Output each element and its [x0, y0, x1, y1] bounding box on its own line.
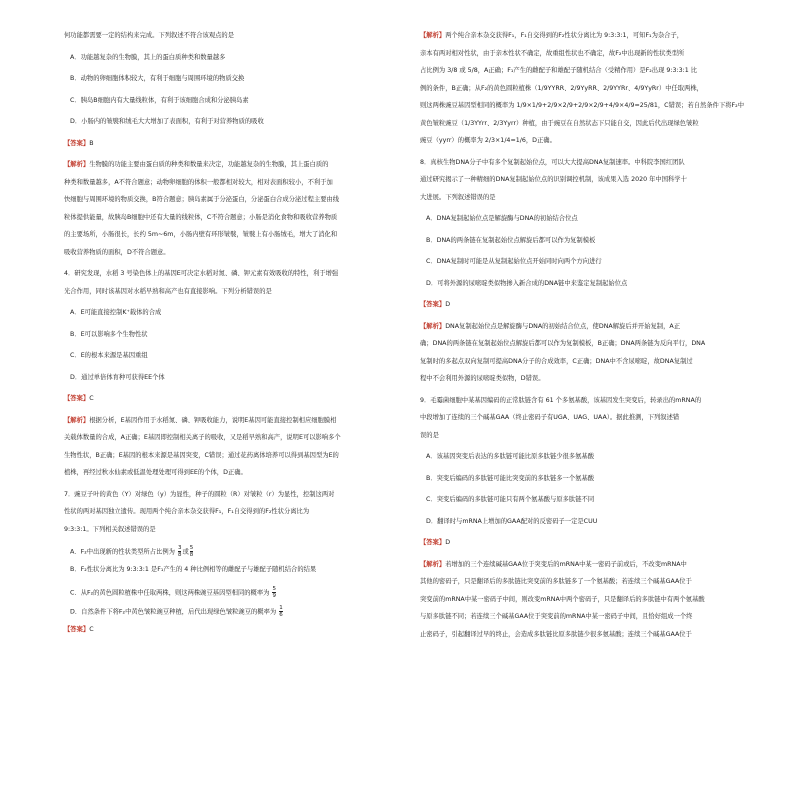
left-column	[64, 30, 404, 636]
answer-tag: 【答案】	[420, 301, 446, 308]
q4-expl-text: 根据分析，E基因作用于水稻氮、磷、钾吸收能力，说明E基因可能直接控制相应细胞膜相	[89, 416, 337, 424]
explanation-tag: 【解析】	[420, 322, 446, 330]
q3-option-d: D．小肠内的皱襞和绒毛大大增加了表面积，有利于对营养物质的吸收	[70, 118, 264, 125]
q4-answer-value: C	[89, 395, 94, 402]
fraction: $\frac{3}{8}$	[177, 545, 182, 558]
or-text: 或	[182, 548, 189, 556]
q3-option-b: B．动物的卵细胞体积较大，有利于细胞与周围环境的物质交换	[70, 75, 245, 82]
q9-explanation-line: 止密码子，引起翻译过早的终止，会造成多肽链比原多肽链少很多氨基酸；连续三个碱基GAA位于	[420, 630, 692, 638]
q4-explanation-line: 关载体数量的合成，A正确；E基因即控制相关离子的吸收，又是稻早熟和高产，说明E可以影响多个	[64, 434, 341, 441]
q3-explanation-line: 粒体提供能量，故胰岛B细胞中还有大量的线粒体，C不符合题意；小肠是消化食物和吸收营养物质	[64, 213, 338, 221]
q9-option-d: D．翻译时与mRNA上增加的GAA配对的反密码子一定是CUU	[426, 517, 598, 525]
question-8-stem: 8．真核生物DNA分子中有多个复制起始位点，可以大大提高DNA复制速率。中科院李国红团队	[420, 158, 685, 166]
q9-explanation-line	[420, 559, 760, 572]
q7-expl-text: 两个纯合亲本杂交获得F₁，F₁自交得到的F₂性状分离比为 9:3:3:1，可知F₁为杂合子，	[445, 32, 684, 39]
question-4-stem: 光合作用，同时该基因对水稻早熟和高产也有直接影响。下列分析错误的是	[64, 287, 272, 295]
q3-expl-text: 生物膜的功能主要由蛋白质的种类和数量来决定，功能越复杂的生物膜，其上蛋白质的	[89, 161, 329, 168]
q9-answer	[420, 537, 760, 550]
q7-explanation-line: 占比例为 3/8 或 5/8，A正确；F₁产生的雌配子和雄配子随机结合（受精作用）是F₂出现 9:3:3:1 比	[420, 67, 698, 74]
q7-option-a	[64, 545, 404, 559]
q9-option-b: B．突变后编码的多肽链可能比突变前的多肽链多一个氨基酸	[426, 474, 595, 482]
answer-tag: 【答案】	[420, 539, 446, 546]
q4-option-a: A．E可能直接控制K⁺载体的合成	[70, 309, 162, 316]
q9-explanation-line: 与原多肽链不同；若连续三个碱基GAA位于突变前的mRNA中某一密码子中间，且恰好组成一个终	[420, 613, 693, 620]
q8-option-d: D．可将外源的尿嘧啶类似物掺入新合成的DNA链中来鉴定复制起始位点	[426, 279, 628, 287]
q4-answer	[64, 393, 404, 406]
q3-option-a: A．功能越复杂的生物膜，其上的蛋白质种类和数量越多	[70, 53, 226, 61]
answer-tag: 【答案】	[64, 395, 90, 402]
question-9-stem: 中段增加了连续的三个碱基GAA（终止密码子有UGA、UAG、UAA）。据此推测，下列叙述错	[420, 414, 680, 421]
explanation-tag: 【解析】	[420, 32, 446, 39]
q8-option-c: C．DNA复制时可能是从复制起始位点开始同时向两个方向进行	[426, 258, 602, 265]
q7-option-c-text: C．从F₂的黄色圆粒植株中任取两株，则这两株豌豆基因型相同的概率为	[70, 589, 270, 596]
question-7-stem: 7．豌豆子叶的黄色（Y）对绿色（y）为显性，种子的圆粒（R）对皱粒（r）为显性，控制这两对	[64, 490, 335, 498]
q8-answer-value: D	[445, 301, 451, 308]
answer-tag: 【答案】	[64, 139, 90, 147]
q8-explanation-line	[420, 321, 760, 334]
question-4-stem: 4．研究发现，水稻 3 号染色体上的基因E可决定水稻对氮、磷、钾元素有效吸收的特性，利于增强	[64, 270, 339, 277]
q3-answer	[64, 138, 404, 151]
q7-option-a-text: A．F₂中出现新的性状类型所占比例为	[70, 548, 175, 556]
q7-option-c	[64, 586, 404, 600]
question-7-stem: 性状的两对基因独立遗传。现用两个纯合亲本杂交获得F₁，F₁自交得到的F₂性状分离比为	[64, 508, 310, 515]
q8-explanation-line: 复制时的多起点双向复制可提高DNA分子的合成效率，C正确；DNA中不含尿嘧啶，故DNA复制过	[420, 357, 693, 365]
q7-explanation-line	[420, 30, 760, 43]
question-7-stem: 9:3:3:1。下列相关叙述错误的是	[64, 525, 156, 533]
q7-answer	[64, 624, 404, 637]
question-8-stem: 大进展。下列叙述错误的是	[420, 193, 496, 201]
q9-expl-text: 若增加的三个连续碱基GAA位于突变后的mRNA中某一密码子前或后，不改变mRNA中	[445, 560, 687, 568]
explanation-tag: 【解析】	[64, 161, 90, 168]
q9-option-a: A．该基因突变后表达的多肽链可能比原多肽链少很多氨基酸	[426, 453, 595, 460]
q7-explanation-line: 则这两株豌豆基因型相同的概率为 1/9×1/9+2/9×2/9+2/9×2/9+4/9×4/9=25/81，C错误；若自然条件下将F₂中	[420, 102, 744, 109]
q8-expl-text: DNA复制起始位点是解旋酶与DNA的初始结合位点，使DNA解旋后并开始复制，A正	[445, 322, 681, 330]
explanation-tag: 【解析】	[420, 560, 446, 568]
q8-answer	[420, 299, 760, 312]
fraction: $\frac{1}{6}$	[279, 604, 283, 618]
question-8-stem: 通过研究揭示了一种精细的DNA复制起始位点的识别调控机制，该成果入选 2020 年中国科学十	[420, 176, 687, 183]
q3-explanation-line: 的主要场所，小肠很长，长约 5m~6m，小肠内壁有环形皱襞，皱襞上有小肠绒毛，增大了消化和	[64, 231, 338, 238]
q7-option-d-text: D．自然条件下将F₂中黄色皱粒豌豆种植，后代出现绿色皱粒豌豆的概率为	[70, 608, 277, 615]
q9-answer-value: D	[445, 539, 451, 546]
answer-tag: 【答案】	[64, 625, 90, 633]
q7-answer-value: C	[89, 625, 94, 633]
right-column	[420, 30, 760, 641]
q3-explanation-line	[64, 159, 404, 172]
q3-answer-value: B	[89, 139, 94, 147]
q8-option-b: B．DNA的两条链在复制起始位点解旋后都可以作为复制模板	[426, 236, 596, 244]
q7-option-b: B．F₂性状分离比为 9:3:3:1 是F₁产生的 4 种比例相等的雌配子与雄配子随机结合的结果	[70, 566, 317, 573]
q4-option-b: B．E可以影响多个生物性状	[70, 330, 148, 338]
question-9-stem: 误的是	[420, 431, 439, 439]
q4-explanation-line: 生物性状，B正确；E基因的根本来源是基因突变，C错误；通过花药离体培养可以得到基因型为E的	[64, 451, 339, 459]
q3-explanation-line: 快细胞与周围环境的物质交换，B符合题意；胰岛素属于分泌蛋白，分泌蛋白合成分泌过程主要由线	[64, 196, 340, 203]
q3-explanation-line: 种类和数量越多，A不符合题意；动物卵细胞的体积一般都相对较大，相对表面积较小，不利于加	[64, 178, 333, 186]
q9-explanation-line: 突变前的mRNA中某一密码子中间，则改变mRNA中两个密码子，只是翻译后的多肽链中有两个氨基酸	[420, 595, 705, 603]
q9-explanation-line: 其他的密码子，只是翻译后的多肽链比突变前的多肽链多了一个氨基酸；若连续三个碱基GAA位于	[420, 578, 692, 585]
question-9-stem: 9．毛霉菌细胞中某基因编码的正常肽链含有 61 个多氨基酸，该基因发生突变后，转录出的mRNA的	[420, 396, 702, 404]
question-3-tail: 何功能都需要一定的结构来完成。下列叙述不符合该观点的是	[64, 32, 235, 39]
q7-explanation-line: 例的条件，B正确；从F₂的黄色圆粒植株（1/9YYRR、2/9YyRR、2/9YYRr、4/9YyRr）中任取两株，	[420, 84, 703, 92]
q4-explanation-line	[64, 415, 404, 428]
q7-explanation-line: 亲本有两对相对性状，由于亲本性状不确定，故重组性状也不确定，故F₂中出现新的性状类型所	[420, 49, 685, 57]
q4-option-c: C．E的根本来源是基因重组	[70, 352, 148, 359]
fraction: $\frac{5}{9}$	[272, 585, 276, 599]
q4-explanation-line: 植株，再经过秋水仙素或低温处理处理可得到EE的个体，D正确。	[64, 469, 247, 476]
q4-option-d: D．通过单倍体育种可获得EE个体	[70, 373, 165, 381]
q3-option-c: C．胰岛B细胞内有大量线粒体，有利于该细胞合成和分泌胰岛素	[70, 96, 249, 104]
fraction: $\frac{5}{8}$	[189, 545, 194, 558]
q7-explanation-line: 豌豆（yyrr）的概率为 2/3×1/4=1/6，D正确。	[420, 137, 556, 144]
explanation-tag: 【解析】	[64, 416, 90, 424]
q3-explanation-line: 吸收营养物质的面积，D不符合题意。	[64, 248, 170, 256]
q8-explanation-line: 程中不会利用外源的尿嘧啶类似物，D错误。	[420, 375, 545, 382]
q9-option-c: C．突变后编码的多肽链可能只有两个氨基酸与原多肽链不同	[426, 496, 595, 503]
q8-option-a: A．DNA复制起始位点是解旋酶与DNA的初始结合位点	[426, 215, 578, 222]
q7-explanation-line: 黄色皱粒豌豆（1/3YYrr、2/3Yyrr）种植，由于豌豆在自然状态下只能自交，因此后代出现绿色皱粒	[420, 119, 699, 127]
q8-explanation-line: 确；DNA的两条链在复制起始位点解旋后都可以作为复制模板，B正确；DNA两条链为反向平行，DNA	[420, 340, 706, 347]
q7-option-d	[64, 605, 404, 619]
